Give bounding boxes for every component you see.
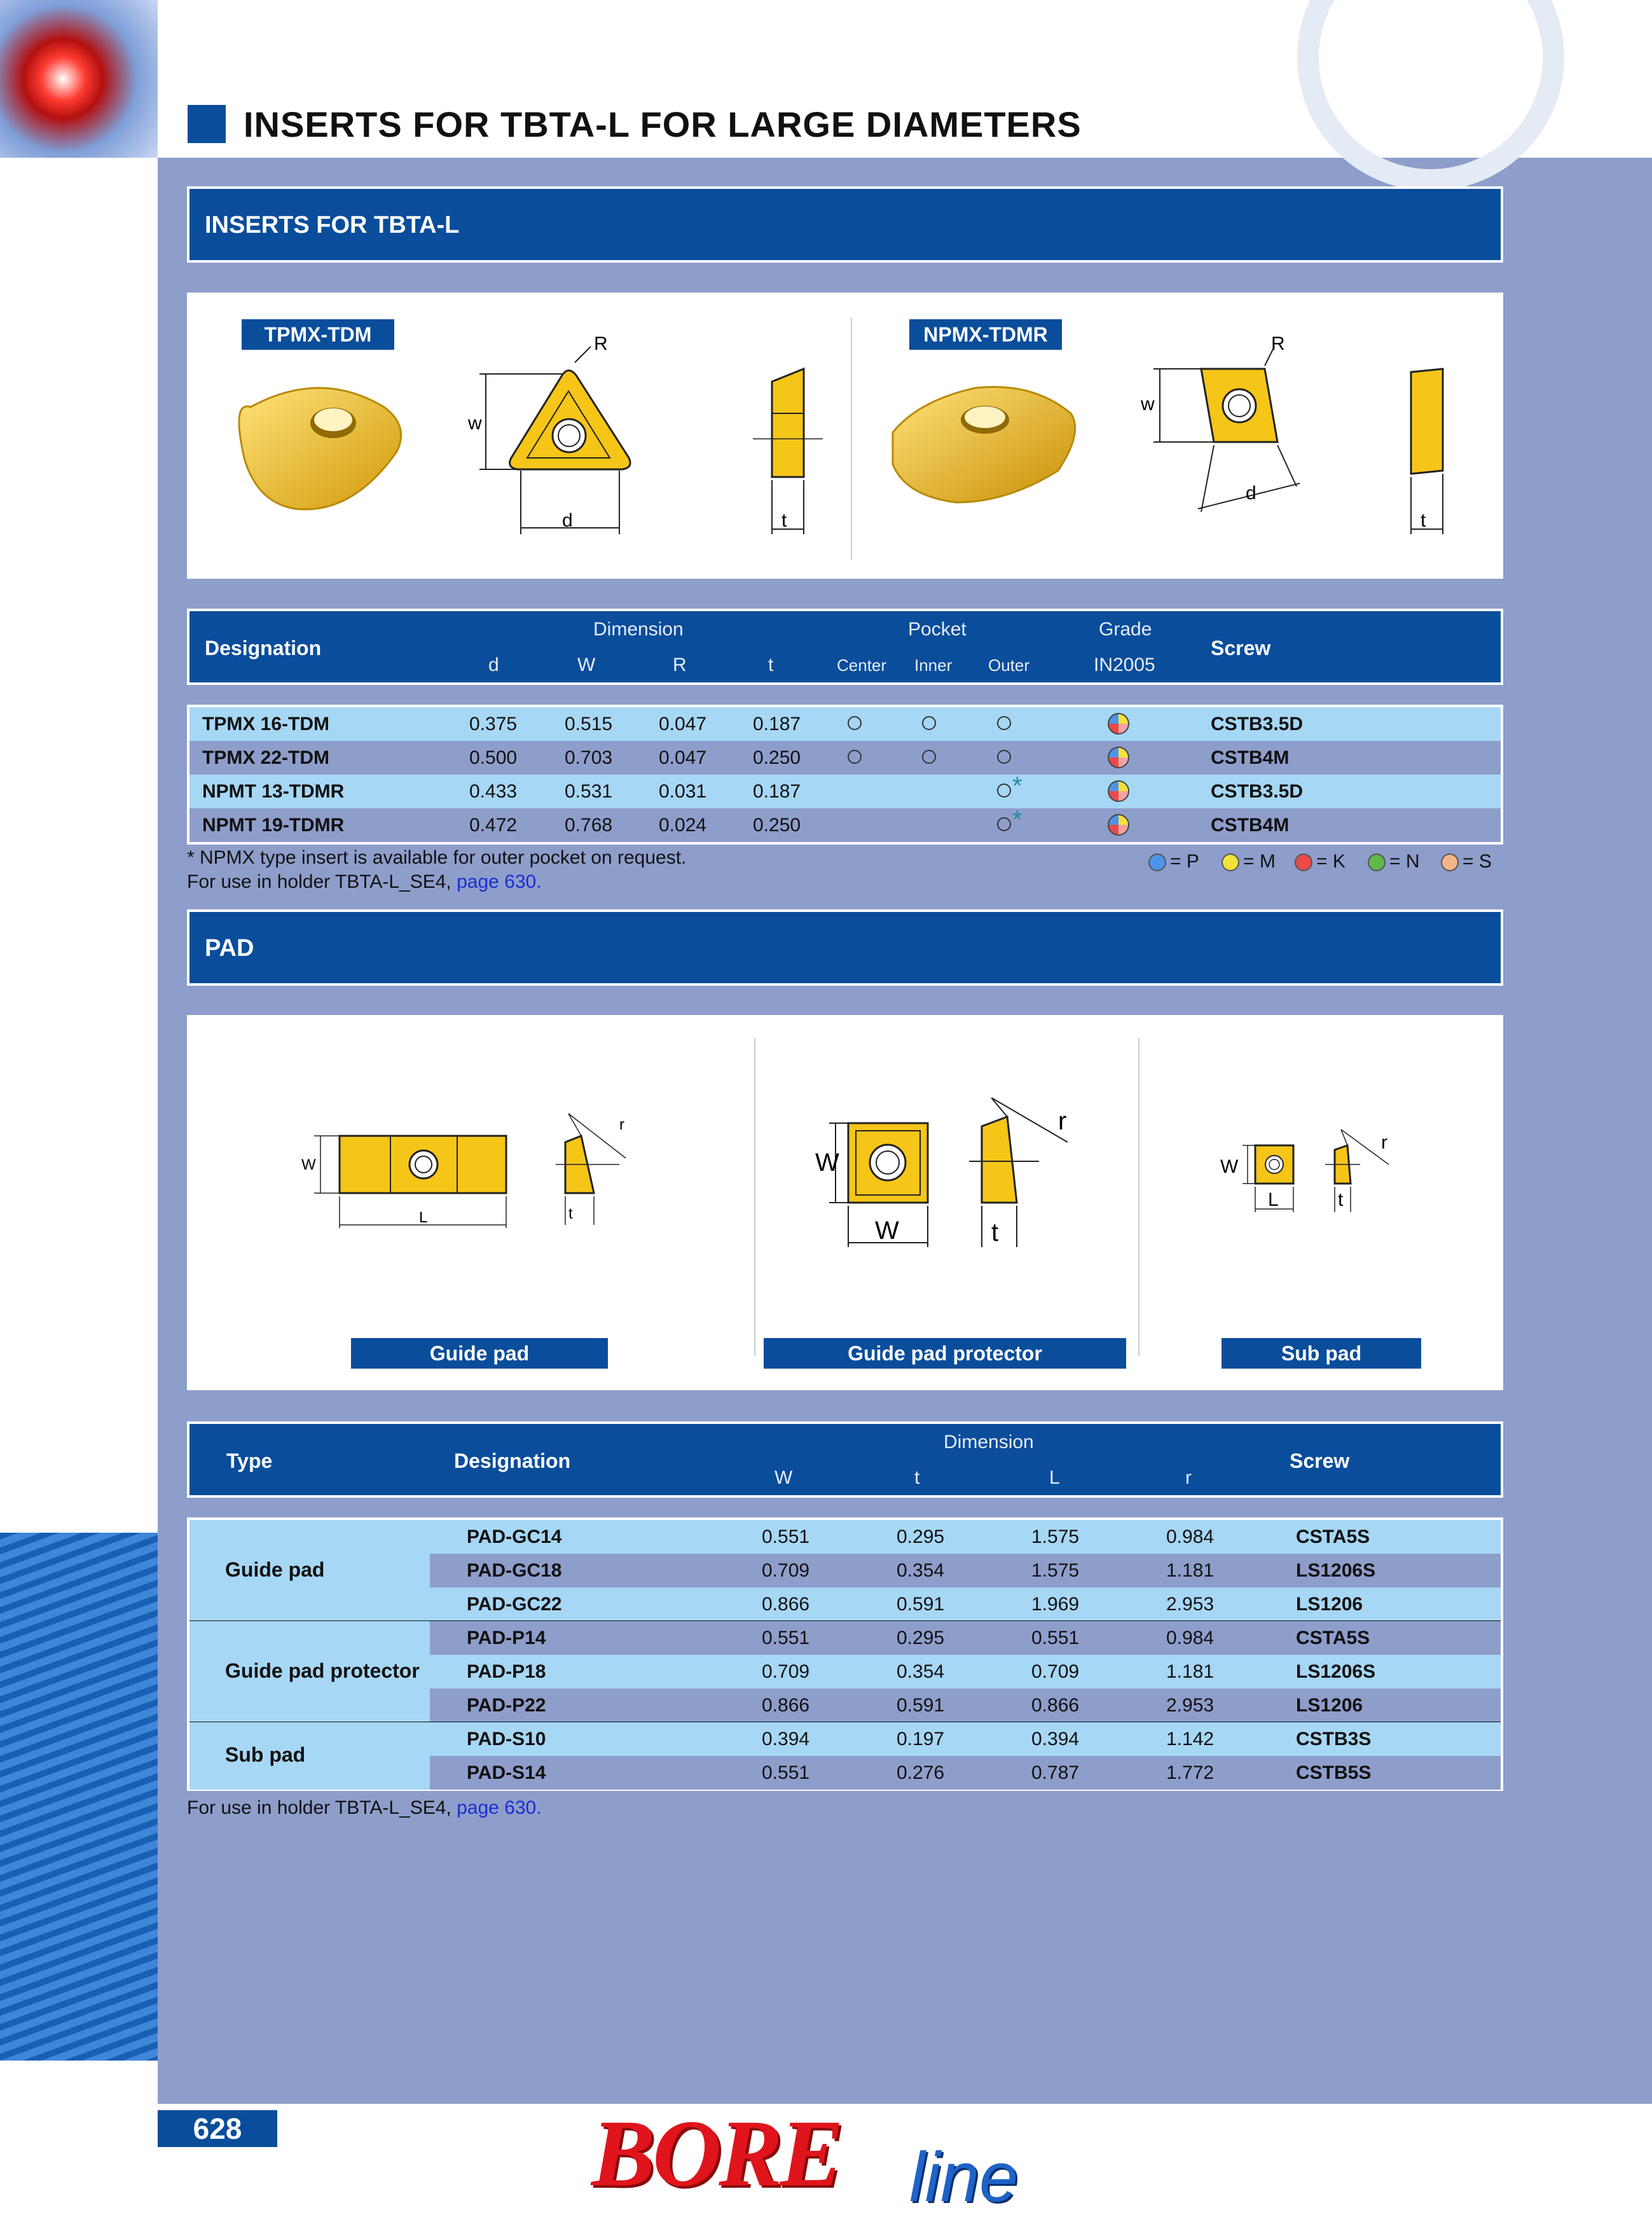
pad-r-cell: 2.953	[1166, 1695, 1215, 1716]
tpmx-insert-photo	[225, 369, 416, 521]
pad-w-cell: 0.394	[762, 1729, 810, 1750]
pad-l-cell: 0.787	[1031, 1762, 1080, 1783]
insert-w-cell: 0.531	[565, 781, 613, 802]
pad-row	[430, 1722, 1501, 1756]
tpmx-w-label: w	[468, 413, 482, 434]
npmx-insert-photo	[880, 375, 1090, 515]
pad-designation-cell: PAD-GC18	[467, 1560, 562, 1581]
insert-r-cell: 0.031	[659, 781, 707, 802]
pad-l-cell: 0.394	[1031, 1729, 1080, 1750]
sub-pad-r-label: r	[1381, 1132, 1387, 1153]
sub-pad-w-label: W	[1220, 1156, 1239, 1177]
pad-l-cell: 1.575	[1031, 1526, 1080, 1547]
protector-t-label: t	[991, 1219, 999, 1247]
insert-r-cell: 0.047	[659, 747, 707, 768]
pad-designation-cell: PAD-P14	[467, 1627, 546, 1648]
npmx-r-label: R	[1271, 333, 1285, 354]
decorative-side-band	[0, 1533, 158, 2061]
insert-w-cell: 0.768	[565, 815, 613, 836]
pad-row	[430, 1621, 1501, 1655]
pad-designation-cell: PAD-GC14	[467, 1526, 562, 1547]
guide-pad-t-label: t	[568, 1205, 573, 1222]
col-center: Center	[837, 656, 887, 675]
pocket-center-mark	[848, 750, 862, 764]
pad-note	[187, 1797, 542, 1819]
pad-type-label: Guide pad	[225, 1558, 325, 1581]
grade-icon	[1108, 780, 1129, 802]
pad-r-cell: 0.984	[1166, 1526, 1215, 1547]
pad-illustration-panel	[187, 1015, 1503, 1390]
pad-row	[430, 1756, 1501, 1790]
pad-screw-cell: LS1206	[1296, 1695, 1363, 1716]
protector-w-label: W	[815, 1149, 839, 1177]
col-designation: Designation	[205, 637, 322, 660]
pad-r-cell: 0.984	[1166, 1627, 1215, 1648]
pad-w-cell: 0.866	[762, 1695, 810, 1716]
sub-pad-label: Sub pad	[1222, 1338, 1421, 1369]
pad-type-cell	[189, 1520, 430, 1621]
insert-screw-cell: CSTB3.5D	[1211, 781, 1304, 802]
boreline-logo-line: line	[909, 2138, 1019, 2216]
col-pad-w: W	[774, 1467, 793, 1488]
boreline-logo: BORE	[591, 2101, 841, 2206]
sub-pad-drawing	[1217, 1117, 1408, 1231]
col-r: R	[673, 654, 687, 675]
tpmx-side-drawing	[747, 363, 836, 553]
col-pad-l: L	[1049, 1467, 1060, 1488]
insert-row	[189, 808, 1501, 842]
pad-table-body	[187, 1517, 1503, 1791]
inserts-page-link[interactable]: page 630.	[457, 871, 542, 892]
pad-table-header	[187, 1421, 1503, 1498]
pad-designation-cell: PAD-P18	[467, 1661, 546, 1682]
guide-pad-w-label: W	[301, 1156, 316, 1173]
insert-row	[189, 741, 1501, 775]
pocket-outer-mark	[997, 784, 1011, 798]
guide-pad-label: Guide pad	[351, 1338, 608, 1369]
sub-pad-t-label: t	[1338, 1189, 1344, 1210]
pocket-outer-mark	[997, 817, 1011, 831]
pad-page-link[interactable]: page 630.	[457, 1797, 542, 1818]
pad-l-cell: 0.709	[1031, 1661, 1080, 1682]
inserts-table-body	[187, 705, 1503, 845]
corner-photo	[0, 0, 158, 158]
pad-t-cell: 0.354	[897, 1661, 945, 1682]
pad-l-cell: 1.969	[1031, 1594, 1080, 1615]
col-pocket: Pocket	[908, 619, 967, 640]
insert-d-cell: 0.433	[469, 781, 518, 802]
legend-dot-icon	[1148, 853, 1166, 871]
pad-screw-cell: CSTB5S	[1296, 1762, 1372, 1783]
insert-designation-cell: NPMT 13-TDMR	[202, 781, 345, 802]
col-grade: Grade	[1099, 619, 1152, 640]
legend-label: = S	[1463, 851, 1492, 872]
guide-pad-protector-drawing	[797, 1098, 1090, 1263]
inserts-illustration-panel	[187, 293, 1503, 579]
legend-dot-icon	[1222, 853, 1239, 871]
legend-dot-icon	[1368, 853, 1386, 871]
grade-icon	[1108, 713, 1129, 735]
grade-icon	[1108, 747, 1129, 768]
on-request-star-icon: *	[1012, 772, 1022, 800]
inserts-section-title: INSERTS FOR TBTA-L	[205, 212, 460, 238]
npmx-label: NPMX-TDMR	[909, 319, 1062, 350]
panel-divider	[754, 1038, 755, 1356]
col-dimension: Dimension	[593, 619, 684, 640]
guide-pad-drawing	[301, 1110, 657, 1250]
col-d: d	[488, 654, 499, 675]
pad-t-cell: 0.276	[897, 1762, 945, 1783]
insert-t-cell: 0.250	[753, 815, 801, 836]
tpmx-dimension-drawing	[467, 331, 747, 560]
pad-r-cell: 2.953	[1166, 1594, 1215, 1615]
insert-designation-cell: TPMX 22-TDM	[202, 747, 330, 768]
pad-t-cell: 0.295	[897, 1627, 945, 1648]
pad-r-cell: 1.142	[1166, 1729, 1215, 1750]
pad-designation-cell: PAD-S10	[467, 1729, 546, 1750]
tpmx-d-label: d	[562, 510, 573, 531]
insert-row	[189, 772, 1501, 808]
guide-pad-r-label: r	[619, 1116, 624, 1133]
col-inner: Inner	[914, 656, 953, 675]
inserts-note-2-text: For use in holder TBTA-L_SE4,	[187, 871, 457, 892]
pad-screw-cell: LS1206S	[1296, 1661, 1376, 1682]
col-type: Type	[226, 1449, 273, 1472]
pad-t-cell: 0.354	[897, 1560, 945, 1581]
insert-designation-cell: NPMT 19-TDMR	[202, 815, 345, 836]
legend-dot-icon	[1441, 853, 1459, 871]
on-request-star-icon: *	[1012, 806, 1022, 834]
pad-designation-cell: PAD-S14	[467, 1762, 546, 1783]
pad-type-label: Sub pad	[225, 1743, 306, 1766]
pocket-inner-mark	[922, 716, 936, 730]
guide-pad-protector-label: Guide pad protector	[764, 1338, 1126, 1369]
pad-type-label: Guide pad protector	[225, 1659, 420, 1682]
insert-d-cell: 0.500	[469, 747, 518, 768]
legend-dot-icon	[1295, 853, 1312, 871]
pad-designation-cell: PAD-GC22	[467, 1594, 562, 1615]
pad-screw-cell: CSTA5S	[1296, 1627, 1370, 1648]
col-pad-screw: Screw	[1290, 1449, 1350, 1472]
pad-section-title: PAD	[205, 935, 254, 962]
grade-legend	[1148, 853, 1504, 876]
legend-label: = K	[1316, 851, 1346, 872]
tpmx-t-label: t	[781, 510, 787, 531]
pad-section-bar	[187, 909, 1503, 986]
npmx-w-label: w	[1141, 394, 1155, 415]
insert-t-cell: 0.187	[753, 714, 801, 735]
insert-d-cell: 0.472	[469, 815, 518, 836]
pad-type-cell	[189, 1621, 430, 1722]
col-w: W	[577, 654, 596, 675]
pad-t-cell: 0.591	[897, 1695, 945, 1716]
col-pad-r: r	[1185, 1467, 1192, 1488]
npmx-side-drawing	[1382, 363, 1471, 553]
sub-pad-l-label: L	[1268, 1189, 1279, 1210]
col-grade-code: IN2005	[1094, 654, 1155, 675]
col-outer: Outer	[988, 656, 1030, 675]
pad-w-cell: 0.551	[762, 1526, 810, 1547]
inserts-section-bar	[187, 186, 1503, 263]
pocket-outer-mark	[997, 716, 1011, 730]
legend-label: = M	[1243, 851, 1276, 872]
pad-t-cell: 0.295	[897, 1526, 945, 1547]
pad-w-cell: 0.709	[762, 1661, 810, 1682]
pad-row	[430, 1655, 1501, 1689]
col-pad-designation: Designation	[454, 1449, 571, 1472]
page-title: INSERTS FOR TBTA-L FOR LARGE DIAMETERS	[244, 104, 1082, 144]
pad-w-cell: 0.709	[762, 1560, 810, 1581]
insert-screw-cell: CSTB4M	[1211, 747, 1290, 768]
pad-screw-cell: LS1206S	[1296, 1560, 1376, 1581]
npmx-dimension-drawing	[1141, 331, 1408, 560]
npmx-d-label: d	[1246, 483, 1256, 504]
insert-screw-cell: CSTB3.5D	[1211, 714, 1304, 735]
insert-w-cell: 0.515	[565, 714, 613, 735]
pocket-center-mark	[848, 716, 862, 730]
pad-l-cell: 1.575	[1031, 1560, 1080, 1581]
insert-row	[189, 707, 1501, 741]
pad-w-cell: 0.866	[762, 1594, 810, 1615]
pocket-outer-mark	[997, 750, 1011, 764]
protector-w2-label: W	[875, 1217, 899, 1245]
col-pad-dimension: Dimension	[944, 1432, 1034, 1453]
pad-w-cell: 0.551	[762, 1627, 810, 1648]
insert-r-cell: 0.047	[659, 714, 707, 735]
pad-type-cell	[189, 1722, 430, 1790]
pocket-inner-mark	[922, 750, 936, 764]
pad-screw-cell: LS1206	[1296, 1594, 1363, 1615]
pad-note-text: For use in holder TBTA-L_SE4,	[187, 1797, 457, 1818]
panel-divider	[1138, 1038, 1139, 1356]
pad-row	[430, 1520, 1501, 1554]
pad-r-cell: 1.181	[1166, 1661, 1215, 1682]
pad-l-cell: 0.551	[1031, 1627, 1080, 1648]
npmx-t-label: t	[1421, 510, 1426, 531]
pad-screw-cell: CSTA5S	[1296, 1526, 1370, 1547]
pad-r-cell: 1.772	[1166, 1762, 1215, 1783]
tpmx-r-label: R	[594, 333, 608, 354]
insert-r-cell: 0.024	[659, 815, 707, 836]
title-marker	[188, 105, 226, 143]
inserts-note-2	[187, 871, 542, 893]
col-pad-t: t	[914, 1467, 920, 1488]
inserts-note-1: * NPMX type insert is available for outer pocket on request.	[187, 847, 687, 868]
pad-r-cell: 1.181	[1166, 1560, 1215, 1581]
col-t: t	[768, 654, 774, 675]
insert-designation-cell: TPMX 16-TDM	[202, 714, 330, 735]
pad-t-cell: 0.197	[897, 1729, 945, 1750]
insert-screw-cell: CSTB4M	[1211, 815, 1290, 836]
panel-divider	[851, 318, 852, 560]
page-number: 628	[158, 2110, 277, 2147]
pad-row	[430, 1689, 1501, 1722]
tpmx-label: TPMX-TDM	[242, 319, 394, 350]
pad-screw-cell: CSTB3S	[1296, 1729, 1372, 1750]
pad-row	[430, 1587, 1501, 1621]
col-screw: Screw	[1211, 637, 1271, 660]
insert-t-cell: 0.187	[753, 781, 801, 802]
guide-pad-l-label: L	[419, 1209, 428, 1226]
pad-l-cell: 0.866	[1031, 1695, 1080, 1716]
pad-designation-cell: PAD-P22	[467, 1695, 546, 1716]
pad-t-cell: 0.591	[897, 1594, 945, 1615]
pad-row	[430, 1554, 1501, 1587]
insert-d-cell: 0.375	[469, 714, 518, 735]
insert-w-cell: 0.703	[565, 747, 613, 768]
inserts-table-header	[187, 609, 1503, 685]
legend-label: = P	[1170, 851, 1199, 872]
pad-w-cell: 0.551	[762, 1762, 810, 1783]
grade-icon	[1108, 814, 1129, 836]
legend-label: = N	[1389, 851, 1420, 872]
protector-r-label: r	[1058, 1107, 1067, 1135]
insert-t-cell: 0.250	[753, 747, 801, 768]
